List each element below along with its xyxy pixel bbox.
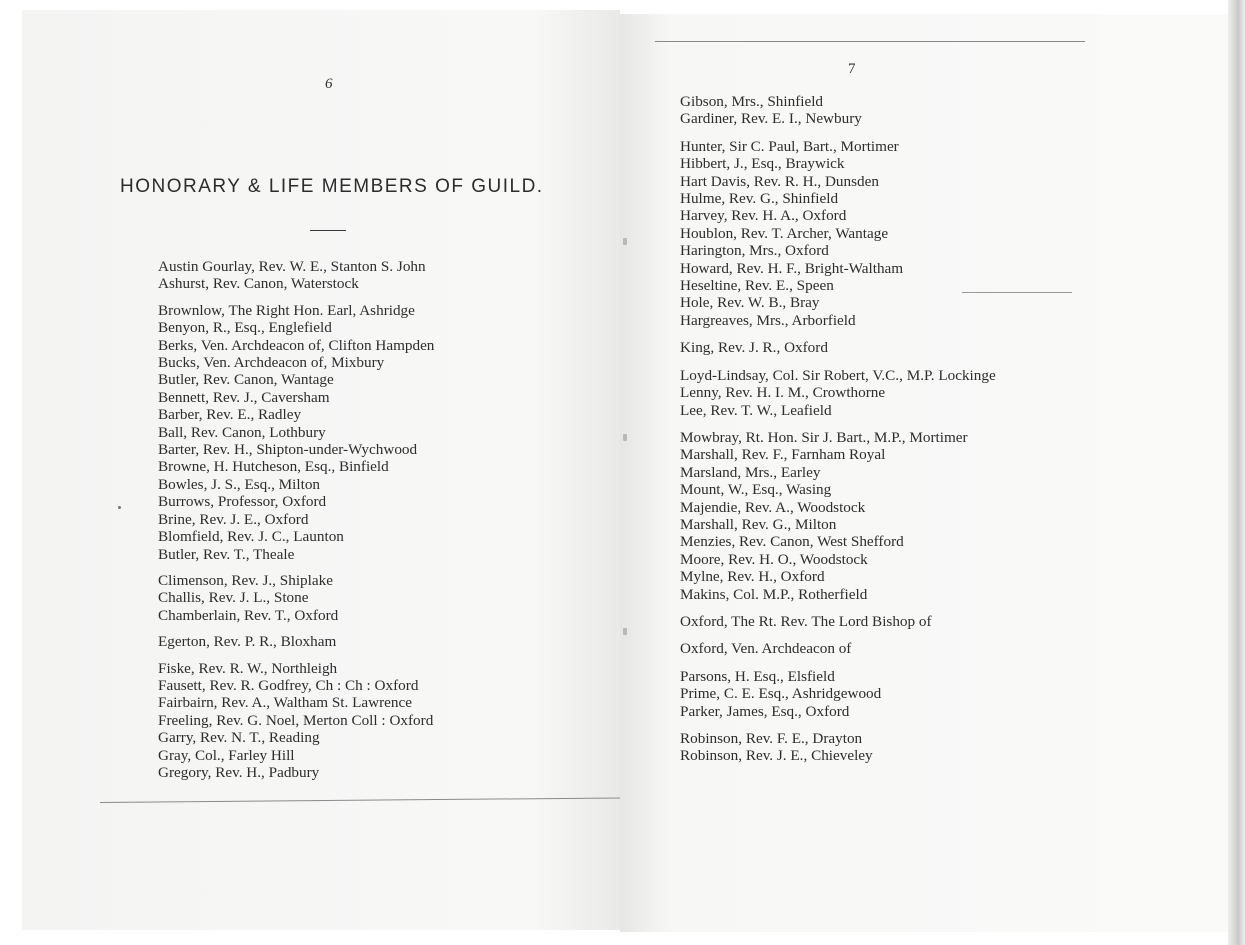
member-entry: Houblon, Rev. T. Archer, Wantage xyxy=(680,224,889,242)
member-entry: Blomfield, Rev. J. C., Launton xyxy=(158,528,344,546)
member-entry: Barber, Rev. E., Radley xyxy=(158,406,302,424)
member-list-right xyxy=(680,93,1140,775)
member-entry: Hibbert, J., Esq., Braywick xyxy=(680,155,845,173)
member-group xyxy=(158,572,608,624)
member-entry: Hart Davis, Rev. R. H., Dunsden xyxy=(680,172,879,190)
member-entry: King, Rev. J. R., Oxford xyxy=(680,339,828,357)
member-entry: Lee, Rev. T. W., Leafield xyxy=(680,401,832,419)
heading-underline xyxy=(310,230,346,231)
member-entry: Harington, Mrs., Oxford xyxy=(680,242,829,260)
member-entry: Marshall, Rev. G., Milton xyxy=(680,515,837,533)
member-entry: Austin Gourlay, Rev. W. E., Stanton S. John xyxy=(158,258,426,275)
member-entry: Hulme, Rev. G., Shinfield xyxy=(680,190,839,208)
member-entry: Mowbray, Rt. Hon. Sir J. Bart., M.P., Mortimer xyxy=(680,428,968,446)
member-entry: Marshall, Rev. F., Farnham Royal xyxy=(680,446,886,464)
member-entry: Makins, Col. M.P., Rotherfield xyxy=(680,585,868,603)
member-group xyxy=(680,339,1140,356)
member-entry: Mylne, Rev. H., Oxford xyxy=(680,568,825,586)
member-entry: Bucks, Ven. Archdeacon of, Mixbury xyxy=(158,354,385,372)
member-group xyxy=(158,302,608,563)
member-entry: Howard, Rev. H. F., Bright-Waltham xyxy=(680,259,904,277)
member-group xyxy=(680,640,1140,657)
member-entry: Bennett, Rev. J., Caversham xyxy=(158,388,330,406)
member-entry: Parsons, H. Esq., Elsfield xyxy=(680,667,835,685)
binding-staple xyxy=(623,434,627,441)
member-group xyxy=(158,660,608,782)
page-number-right: 7 xyxy=(848,61,856,77)
member-entry: Butler, Rev. Canon, Wantage xyxy=(158,371,334,389)
member-entry: Bowles, J. S., Esq., Milton xyxy=(158,475,321,493)
member-entry: Ball, Rev. Canon, Lothbury xyxy=(158,423,326,441)
member-entry: Egerton, Rev. P. R., Bloxham xyxy=(158,633,337,651)
member-entry: Mount, W., Esq., Wasing xyxy=(680,481,832,499)
member-group xyxy=(680,93,1140,128)
member-entry: Harvey, Rev. H. A., Oxford xyxy=(680,207,847,225)
member-entry: Loyd-Lindsay, Col. Sir Robert, V.C., M.P. Lockinge xyxy=(680,366,996,384)
page-number-left: 6 xyxy=(325,76,333,92)
member-entry: Benyon, R., Esq., Englefield xyxy=(158,319,332,337)
member-group xyxy=(680,367,1140,419)
member-group xyxy=(680,730,1140,765)
page-heading: HONORARY & LIFE MEMBERS OF GUILD. xyxy=(120,176,544,197)
member-entry: Oxford, The Rt. Rev. The Lord Bishop of xyxy=(680,612,932,630)
member-entry: Climenson, Rev. J., Shiplake xyxy=(158,571,333,589)
member-entry: Gibson, Mrs., Shinfield xyxy=(680,93,824,110)
member-entry: Gardiner, Rev. E. I., Newbury xyxy=(680,110,862,128)
binding-staple xyxy=(623,238,627,245)
member-entry: Fausett, Rev. R. Godfrey, Ch : Ch : Oxford xyxy=(158,676,419,694)
member-entry: Majendie, Rev. A., Woodstock xyxy=(680,498,866,516)
member-entry: Browne, H. Hutcheson, Esq., Binfield xyxy=(158,458,389,476)
member-entry: Brownlow, The Right Hon. Earl, Ashridge xyxy=(158,301,415,319)
member-entry: Brine, Rev. J. E., Oxford xyxy=(158,510,309,528)
member-entry: Robinson, Rev. F. E., Drayton xyxy=(680,730,863,747)
member-entry: Barter, Rev. H., Shipton-under-Wychwood xyxy=(158,441,418,459)
member-entry: Burrows, Professor, Oxford xyxy=(158,493,327,511)
member-group xyxy=(680,138,1140,329)
member-entry: Gray, Col., Farley Hill xyxy=(158,746,295,764)
ink-speck xyxy=(118,506,121,509)
member-entry: Berks, Ven. Archdeacon of, Clifton Hampden xyxy=(158,336,435,354)
member-entry: Garry, Rev. N. T., Reading xyxy=(158,729,320,747)
member-entry: Freeling, Rev. G. Noel, Merton Coll : Oxford xyxy=(158,711,434,729)
member-entry: Challis, Rev. J. L., Stone xyxy=(158,589,309,607)
member-entry: Gregory, Rev. H., Padbury xyxy=(158,763,320,781)
member-group xyxy=(158,633,608,650)
member-group xyxy=(680,613,1140,630)
member-entry: Chamberlain, Rev. T., Oxford xyxy=(158,606,339,624)
top-rule xyxy=(655,41,1085,42)
member-group xyxy=(680,668,1140,720)
member-list-left xyxy=(158,258,608,790)
member-entry: Ashurst, Rev. Canon, Waterstock xyxy=(158,275,359,293)
member-entry: Hole, Rev. W. B., Bray xyxy=(680,294,820,312)
page-edge-shadow xyxy=(1228,0,1245,945)
binding-staple xyxy=(623,628,627,635)
member-group xyxy=(158,258,608,293)
member-entry: Hunter, Sir C. Paul, Bart., Mortimer xyxy=(680,137,899,155)
member-entry: Fairbairn, Rev. A., Waltham St. Lawrence xyxy=(158,694,412,712)
member-entry: Prime, C. E. Esq., Ashridgewood xyxy=(680,685,882,703)
member-entry: Robinson, Rev. J. E., Chieveley xyxy=(680,747,873,765)
member-entry: Butler, Rev. T., Theale xyxy=(158,545,295,563)
member-entry: Heseltine, Rev. E., Speen xyxy=(680,277,834,295)
member-entry: Oxford, Ven. Archdeacon of xyxy=(680,640,852,658)
member-entry: Menzies, Rev. Canon, West Shefford xyxy=(680,533,904,551)
member-entry: Hargreaves, Mrs., Arborfield xyxy=(680,311,856,329)
member-entry: Lenny, Rev. H. I. M., Crowthorne xyxy=(680,384,886,402)
member-entry: Marsland, Mrs., Earley xyxy=(680,463,821,481)
member-entry: Moore, Rev. H. O., Woodstock xyxy=(680,550,868,568)
member-entry: Fiske, Rev. R. W., Northleigh xyxy=(158,659,338,677)
member-entry: Parker, James, Esq., Oxford xyxy=(680,702,850,720)
member-group xyxy=(680,429,1140,603)
